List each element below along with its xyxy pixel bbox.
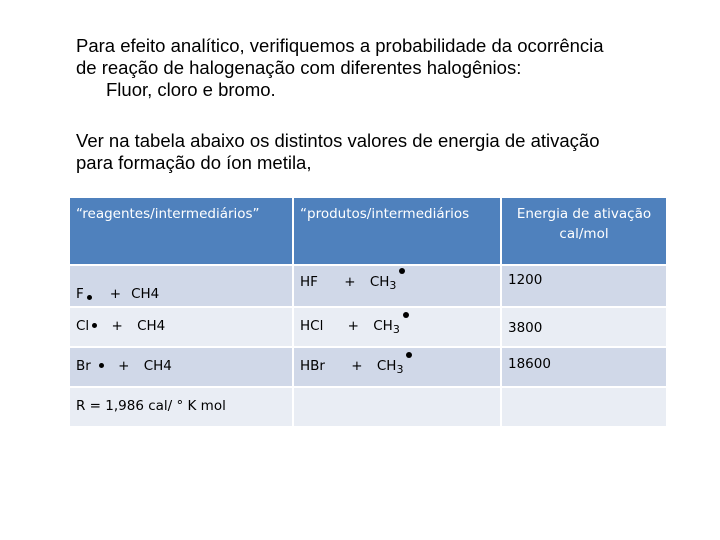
radical-subscript: 3 [392, 323, 400, 336]
table-row [69, 347, 667, 387]
intro-line-3: Fluor, cloro e bromo. [106, 79, 276, 100]
energy-cell [501, 265, 667, 307]
plus-sign: + [118, 358, 130, 374]
header-energy-line-1: Energia de ativação [516, 206, 652, 222]
product-cell [293, 307, 501, 347]
halogen-label: F [76, 286, 84, 302]
reactant-cell [69, 347, 293, 387]
halogen-label: Br [76, 358, 91, 374]
radical-dot-icon [403, 312, 409, 318]
product-label: HF [300, 274, 318, 290]
plus-sign: + [111, 318, 123, 334]
plus-sign: + [347, 318, 359, 334]
empty-cell [293, 387, 501, 427]
radical-dot-icon [92, 323, 97, 328]
radical-subscript: 3 [389, 279, 397, 292]
energy-value: 18600 [508, 356, 551, 372]
note-line-2: para formação do íon metila, [76, 152, 312, 173]
intro-line-2: de reação de halogenação com diferentes halogênios: [76, 57, 522, 78]
note-line-1: Ver na tabela abaixo os distintos valores de energia de ativação [76, 130, 600, 151]
halogen-label: Cl [76, 318, 90, 334]
energy-value: 1200 [508, 272, 543, 288]
header-activation-energy [501, 197, 667, 265]
table-row [69, 387, 667, 427]
radical-label: CH [376, 358, 397, 374]
radical-subscript: 3 [396, 363, 404, 376]
header-reactants: “reagentes/intermediários” [69, 197, 293, 265]
methyl-radical [370, 274, 397, 290]
energy-cell [501, 307, 667, 347]
header-energy-line-2: cal/mol [559, 226, 609, 242]
product-label: HBr [300, 358, 325, 374]
plus-sign: + [344, 274, 356, 290]
note-paragraph [76, 130, 676, 174]
product-cell [293, 265, 501, 307]
gas-constant: R = 1,986 cal/ ° K mol [76, 398, 226, 414]
methyl-radical [377, 358, 404, 374]
footer-cell [69, 387, 293, 427]
reactant-cell [69, 307, 293, 347]
energy-value: 3800 [508, 320, 543, 336]
radical-dot-icon [87, 295, 92, 300]
table-header-row [69, 197, 667, 265]
plus-sign: + [109, 286, 122, 302]
plus-sign: + [351, 358, 363, 374]
activation-energy-table [68, 196, 668, 428]
table-row [69, 265, 667, 307]
table-row [69, 307, 667, 347]
radical-label: CH [373, 318, 393, 334]
intro-paragraph [76, 35, 676, 101]
radical-dot-icon [406, 352, 412, 358]
reactant-label: CH4 [137, 318, 166, 334]
product-cell [293, 347, 501, 387]
product-label: HCl [300, 318, 324, 334]
reactant-label: CH4 [143, 358, 172, 374]
radical-dot-icon [99, 363, 104, 368]
header-products: “produtos/intermediários [293, 197, 501, 265]
radical-label: CH [369, 274, 390, 290]
methyl-radical [373, 318, 400, 334]
reactant-label: CH4 [131, 286, 160, 302]
empty-cell [501, 387, 667, 427]
reactant-cell [69, 265, 293, 307]
intro-line-1: Para efeito analítico, verifiquemos a probabilidade da ocorrência [76, 35, 604, 56]
energy-cell [501, 347, 667, 387]
radical-dot-icon [399, 268, 405, 274]
